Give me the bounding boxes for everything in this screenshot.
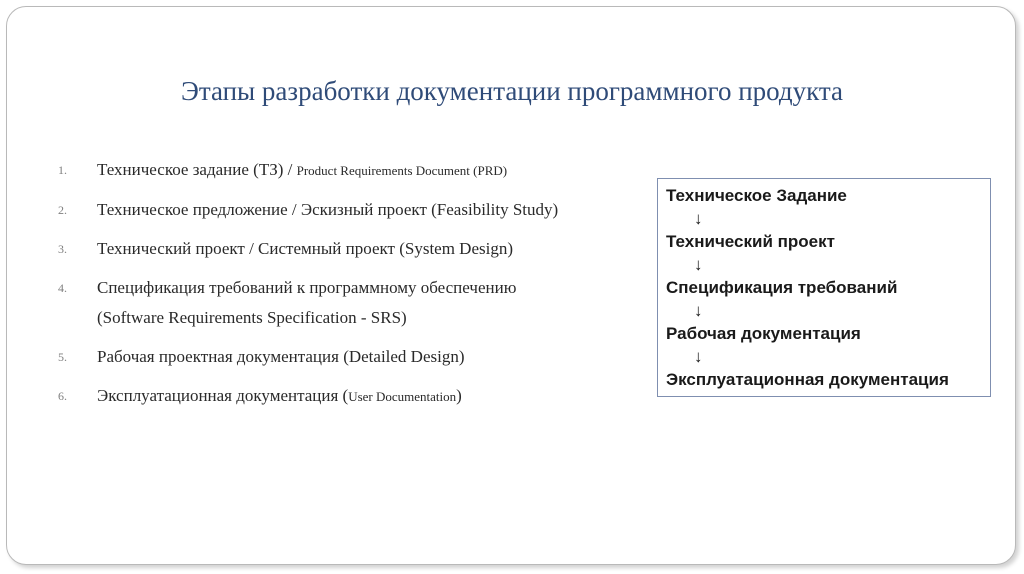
steps-list <box>58 155 578 421</box>
down-arrow-icon: ↓ <box>694 301 703 320</box>
list-item-text: Эксплуатационная документация ( <box>97 386 349 405</box>
list-item <box>58 155 578 186</box>
list-item-text: Техническое предложение / Эскизный проект (Feasibility Study) <box>97 200 559 219</box>
list-item-text: Технический проект / Системный проект (System Design) <box>97 239 514 258</box>
flow-item: Эксплуатационная документация <box>666 370 949 389</box>
list-item-number: 6. <box>58 389 67 403</box>
list-item-number: 4. <box>58 281 67 295</box>
list-item-small-text: User Documentation <box>348 389 457 404</box>
down-arrow-icon: ↓ <box>694 255 703 274</box>
list-item <box>58 342 578 372</box>
list-item-text: Спецификация требований к программному обеспечению (Software Requirements Specification - SRS) <box>97 278 517 327</box>
list-item-small-text: Product Requirements Document (PRD) <box>296 163 508 178</box>
flow-item: Рабочая документация <box>666 324 861 343</box>
list-item-suffix: ) <box>456 386 462 405</box>
flow-item: Технический проект <box>666 232 835 251</box>
list-item <box>58 273 578 333</box>
flow-item: Техническое Задание <box>666 186 847 205</box>
flow-item: Спецификация требований <box>666 278 898 297</box>
list-item <box>58 234 578 264</box>
list-item-text: Техническое задание (ТЗ) / <box>97 160 297 179</box>
list-item-number: 5. <box>58 350 67 364</box>
down-arrow-icon: ↓ <box>694 347 703 366</box>
list-item-number: 3. <box>58 242 67 256</box>
list-item-number: 1. <box>58 163 67 177</box>
slide-title: Этапы разработки документации программного продукта <box>181 76 843 106</box>
list-item-text: Рабочая проектная документация (Detailed Design) <box>97 347 465 366</box>
down-arrow-icon: ↓ <box>694 209 703 228</box>
list-item <box>58 381 578 412</box>
list-item <box>58 195 578 225</box>
list-item-number: 2. <box>58 203 67 217</box>
flow-box <box>657 178 991 397</box>
